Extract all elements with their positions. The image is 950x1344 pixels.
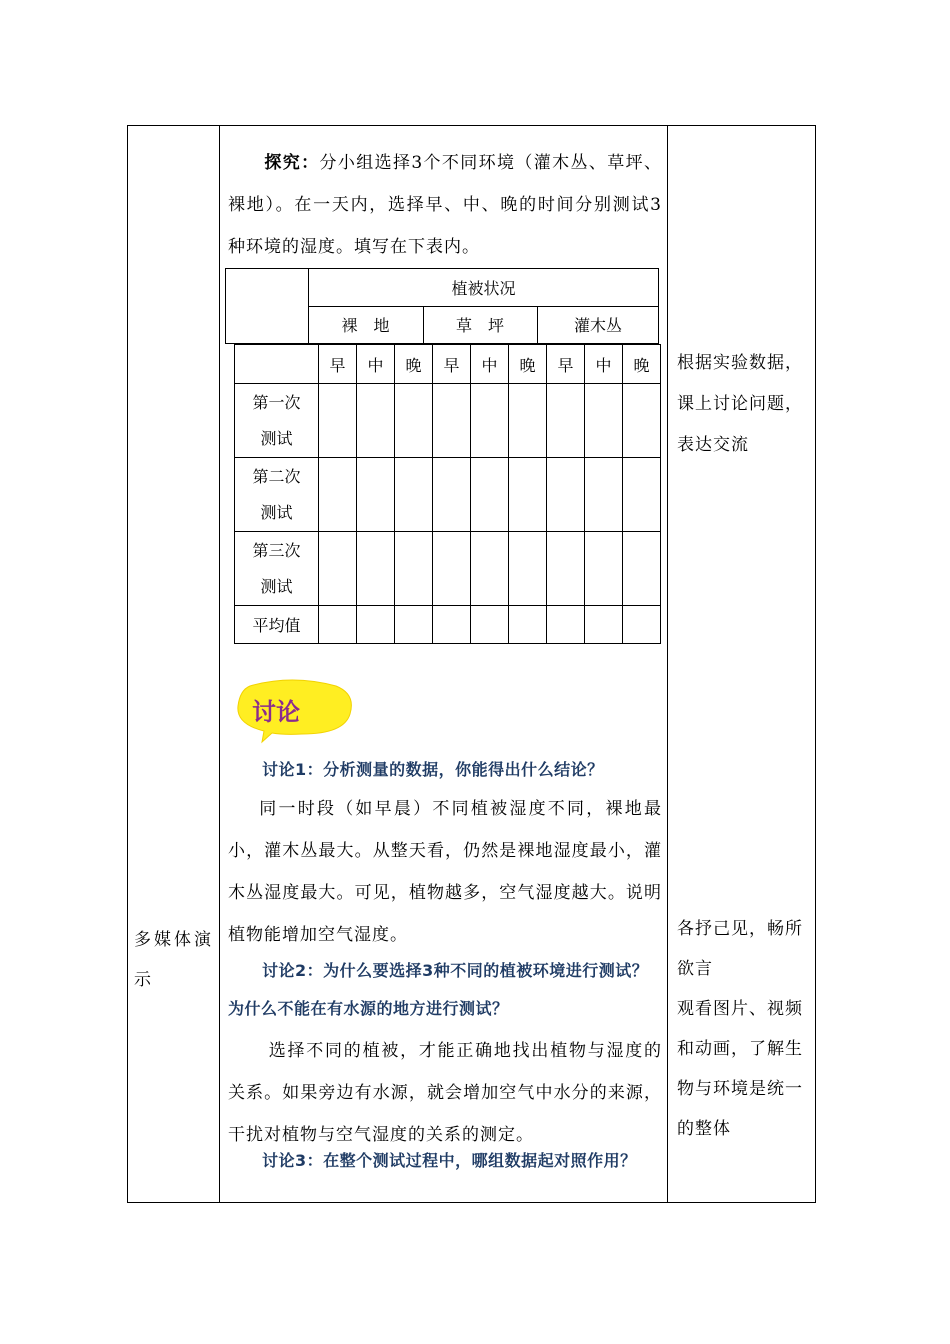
right-column-notes-bottom (677, 909, 809, 1149)
table-row (235, 384, 661, 458)
discussion-question: 讨论1：分析测量的数据，你能得出什么结论？ (262, 760, 604, 779)
data-cell (509, 606, 547, 644)
note-line: 课上讨论问题， (677, 394, 803, 414)
column-divider-left (219, 125, 220, 1203)
right-column-notes-top (677, 343, 809, 466)
time-header: 晚 (509, 345, 547, 384)
data-cell (357, 384, 395, 458)
time-header: 中 (585, 345, 623, 384)
discussion-bubble (232, 678, 354, 744)
data-cell (585, 606, 623, 644)
data-cell (509, 384, 547, 458)
bubble-label: 讨论 (252, 698, 300, 726)
data-cell (433, 384, 471, 458)
note-line: 欲言 (677, 959, 713, 979)
data-cell (547, 384, 585, 458)
data-cell (471, 458, 509, 532)
answer-text: 选择不同的植被，才能正确地找出植物与湿度的关系。如果旁边有水源，就会增加空气中水分的来源，干扰对植物与空气湿度的关系的测定。 (228, 1041, 662, 1145)
data-cell (357, 606, 395, 644)
speech-bubble-icon (232, 678, 354, 744)
discussion-question: 讨论2：为什么要选择3种不同的植被环境进行测试？为什么不能在有水源的地方进行测试？ (228, 961, 649, 1018)
time-header: 早 (547, 345, 585, 384)
data-cell (433, 458, 471, 532)
data-cell (357, 532, 395, 606)
data-cell (433, 606, 471, 644)
answer-text: 同一时段（如早晨）不同植被湿度不同，裸地最小，灌木丛最大。从整天看，仍然是裸地湿度最小，灌木丛湿度最大。可见，植物越多，空气湿度越大。说明植物能增加空气湿度。 (228, 799, 662, 945)
data-cell (547, 606, 585, 644)
data-cell (433, 532, 471, 606)
discussion-question: 讨论3：在整个测试过程中，哪组数据起对照作用？ (262, 1151, 637, 1170)
note-line: 和动画，了解生 (677, 1039, 803, 1059)
header-divider (308, 306, 659, 307)
intro-label: 探究： (264, 153, 320, 173)
data-cell (471, 532, 509, 606)
group-lawn: 草 坪 (455, 316, 504, 335)
time-header: 中 (471, 345, 509, 384)
data-cell (395, 606, 433, 644)
data-cell (395, 384, 433, 458)
data-cell (585, 384, 623, 458)
corner-cell (235, 345, 319, 384)
data-cell (319, 458, 357, 532)
row-label (235, 532, 319, 606)
note-line: 各抒己见，畅所 (677, 919, 803, 939)
time-header: 早 (433, 345, 471, 384)
row-label (235, 384, 319, 458)
group-bare-ground: 裸 地 (341, 316, 390, 335)
data-cell (623, 384, 661, 458)
row-label-line: 测试 (260, 502, 293, 522)
data-cell (623, 458, 661, 532)
intro-paragraph (228, 142, 662, 268)
table-row (235, 345, 661, 384)
data-cell (395, 532, 433, 606)
data-cell (585, 532, 623, 606)
discussion-3 (228, 1148, 662, 1174)
note-line: 物与环境是统一 (677, 1079, 803, 1099)
intro-text: 分小组选择3个不同环境（灌木丛、草坪、裸地）。在一天内，选择早、中、晚的时间分别测试3种环境的湿度。填写在下表内。 (228, 153, 663, 257)
row-label-line: 测试 (260, 428, 293, 448)
data-cell (357, 458, 395, 532)
table-row (235, 606, 661, 644)
row-label: 平均值 (235, 606, 319, 644)
data-cell (623, 606, 661, 644)
discussion-1 (228, 757, 662, 956)
discussion-2 (228, 952, 662, 1156)
table-row (235, 532, 661, 606)
note-line: 根据实验数据， (677, 353, 803, 373)
data-cell (395, 458, 433, 532)
data-cell (319, 606, 357, 644)
discussion-answer (228, 788, 662, 956)
data-cell (509, 532, 547, 606)
data-cell (547, 458, 585, 532)
time-header: 早 (319, 345, 357, 384)
note-line: 表达交流 (677, 435, 749, 455)
note-line: 观看图片、视频 (677, 999, 803, 1019)
row-label-line: 第二次 (252, 466, 301, 486)
note-line: 的整体 (677, 1119, 731, 1139)
row-label-line: 测试 (260, 576, 293, 596)
row-label-line: 第三次 (252, 540, 301, 560)
time-header: 晚 (623, 345, 661, 384)
column-divider-right (667, 125, 668, 1203)
data-cell (319, 532, 357, 606)
data-cell (623, 532, 661, 606)
time-header: 晚 (395, 345, 433, 384)
row-label (235, 458, 319, 532)
data-cell (509, 458, 547, 532)
data-cell (471, 606, 509, 644)
discussion-answer (228, 1030, 662, 1156)
humidity-table (234, 344, 661, 644)
data-cell (585, 458, 623, 532)
time-header: 中 (357, 345, 395, 384)
data-cell (547, 532, 585, 606)
data-cell (319, 384, 357, 458)
group-shrub: 灌木丛 (573, 316, 622, 335)
row-label-line: 第一次 (252, 392, 301, 412)
left-column-label: 多媒体演示 (134, 930, 214, 990)
data-cell (471, 384, 509, 458)
table-group-header: 植被状况 (451, 279, 516, 298)
table-row (235, 458, 661, 532)
